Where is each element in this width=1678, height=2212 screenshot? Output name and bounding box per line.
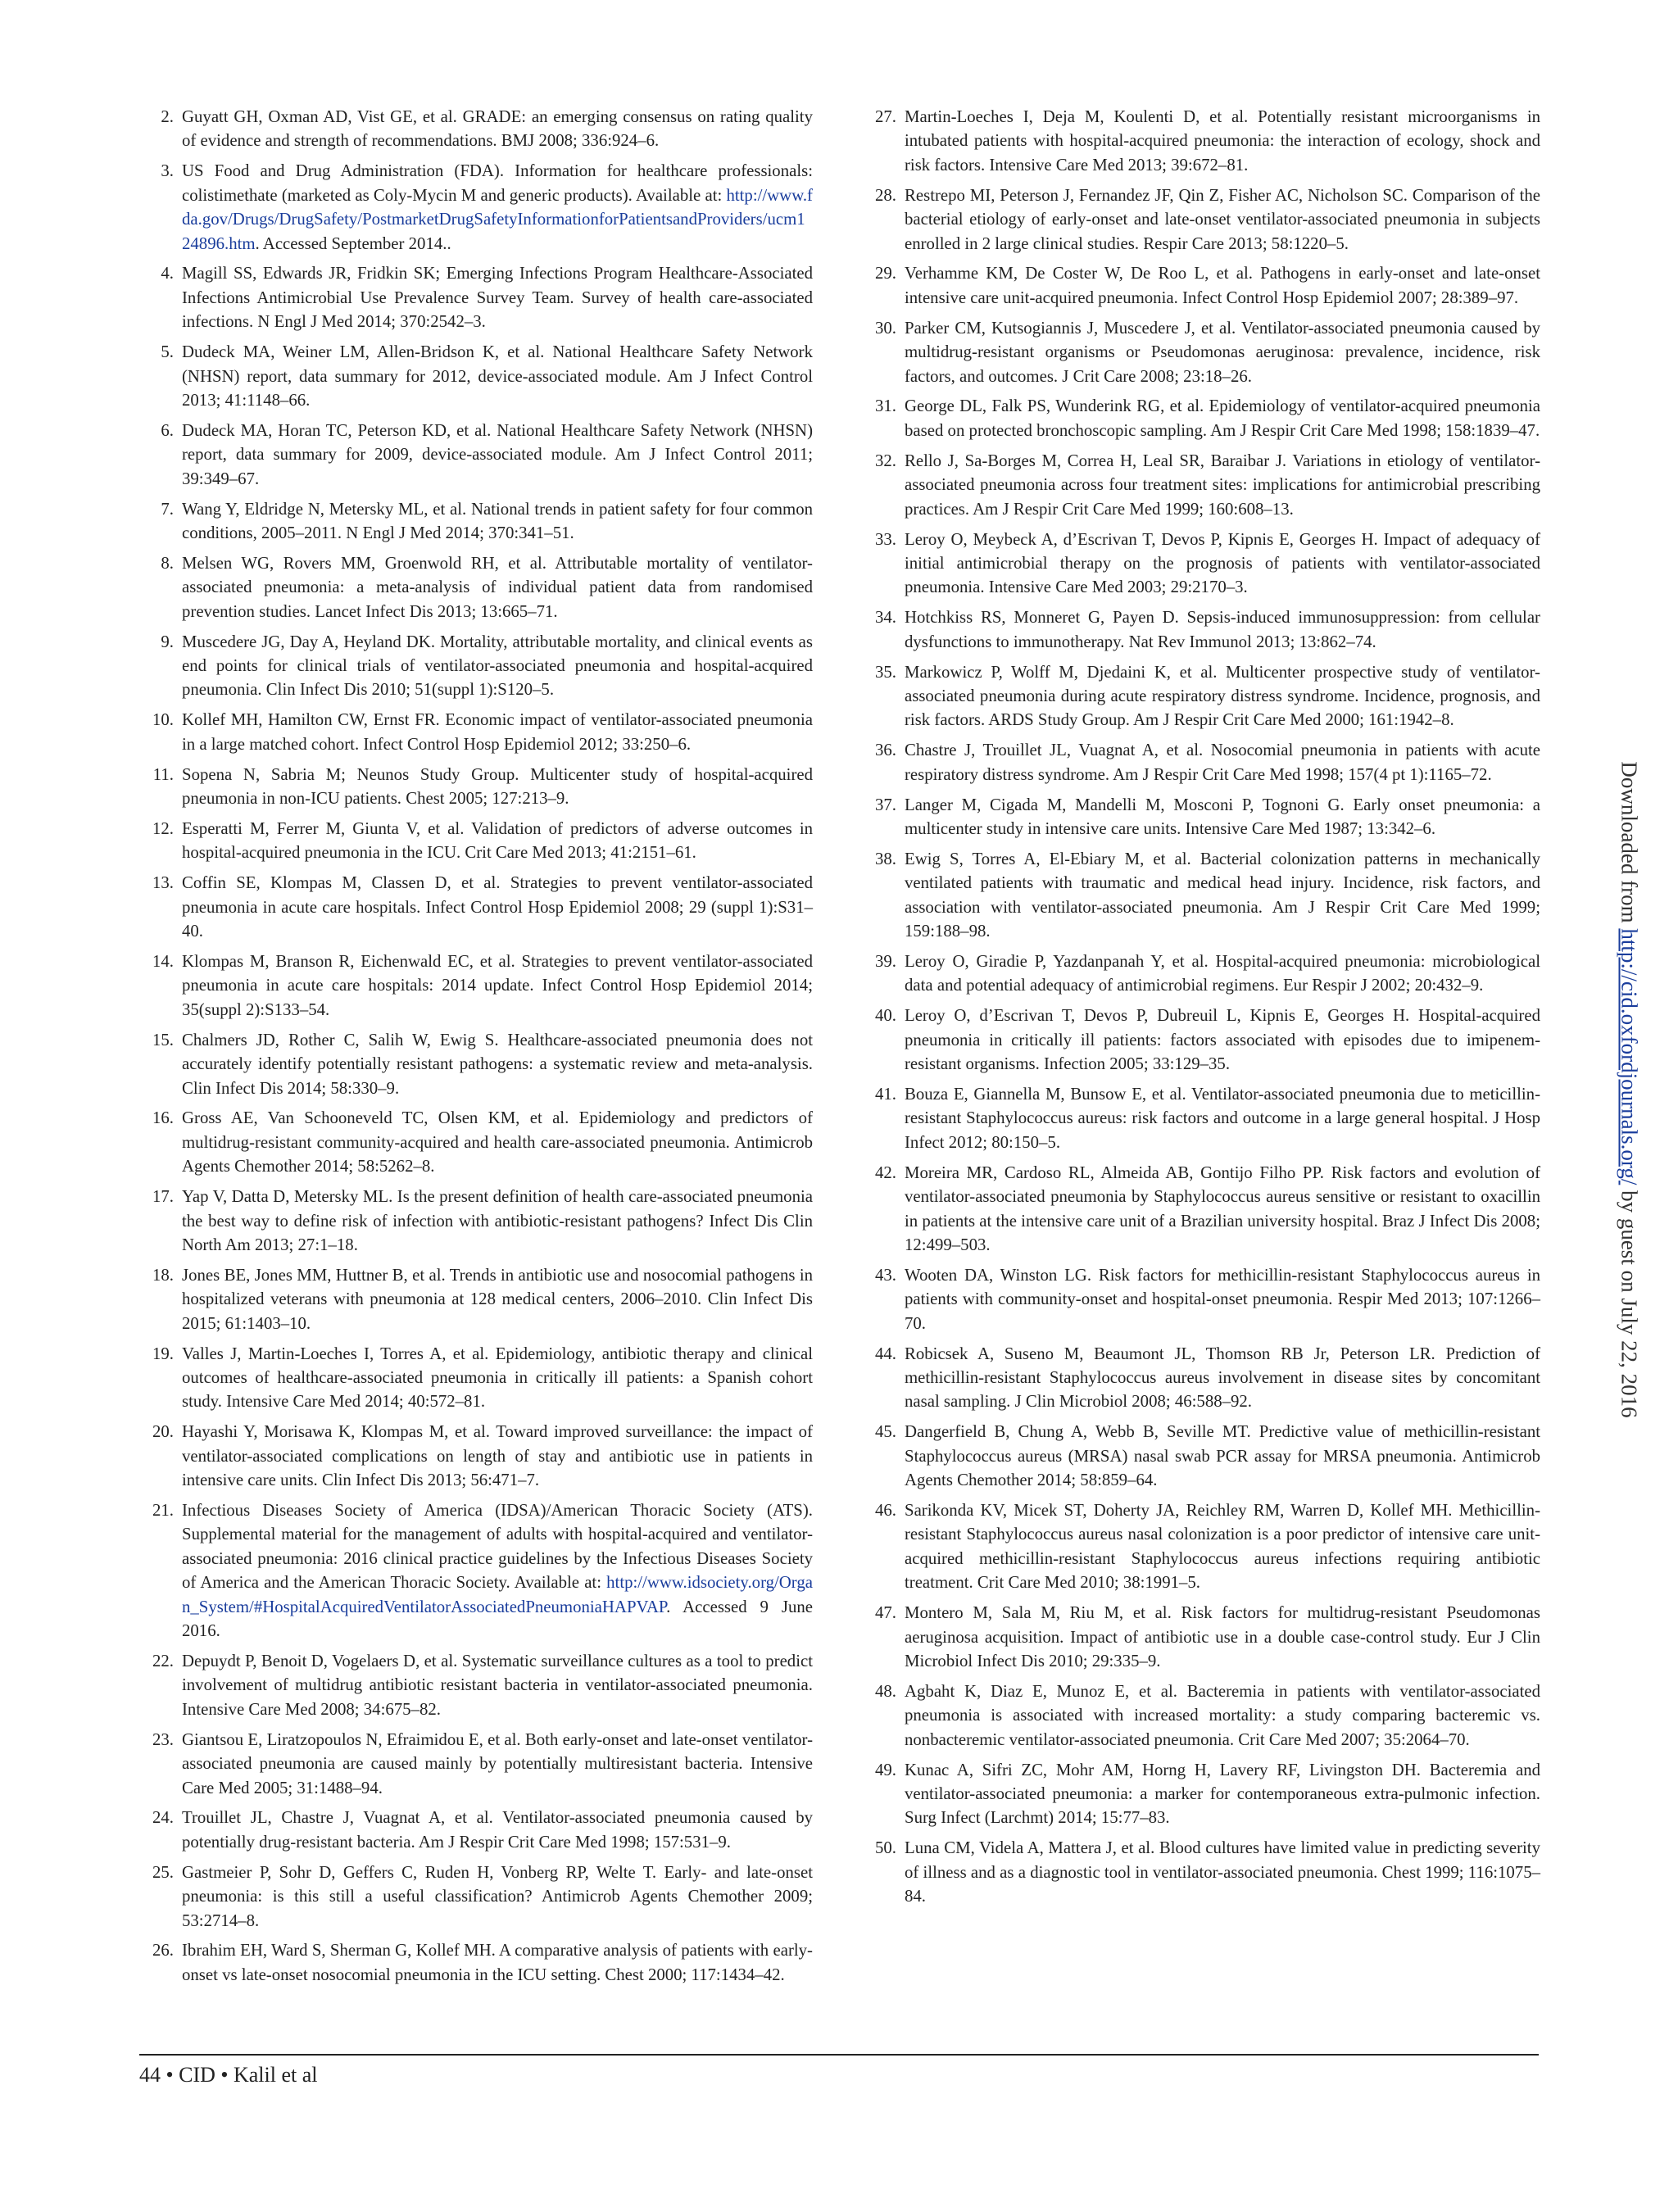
reference-item: [868, 793, 1540, 841]
reference-number: 6.: [161, 420, 174, 440]
download-notice-link[interactable]: http://cid.oxfordjournals.org/: [1617, 928, 1642, 1185]
reference-item: [146, 1806, 813, 1854]
reference-number: 47.: [875, 1603, 896, 1623]
reference-number: 11.: [152, 764, 174, 784]
reference-text: Melsen WG, Rovers MM, Groenwold RH, et al. Attributable mortality of ventilator-associated pneumonia: a meta-analysis of individual patient data from randomised prevention studies. Lancet Infect Dis 2013; 13:665–71.: [182, 553, 813, 621]
reference-text: Klompas M, Branson R, Eichenwald EC, et al. Strategies to prevent ventilator-associated pneumonia in acute care hospitals: 2014 update. Infect Control Hosp Epidemiol 2014; 35(suppl 2):S133–54.: [182, 952, 813, 1019]
reference-number: 13.: [152, 873, 174, 893]
reference-number: 39.: [875, 952, 896, 971]
reference-number: 37.: [875, 795, 896, 814]
reference-item: [146, 1342, 813, 1414]
reference-body: [182, 817, 813, 865]
reference-body: [182, 105, 813, 153]
reference-number: 25.: [152, 1862, 174, 1882]
reference-item: [146, 1028, 813, 1100]
reference-item: [868, 1836, 1540, 1908]
reference-number: 19.: [152, 1344, 174, 1363]
reference-number: 40.: [875, 1006, 896, 1026]
reference-number: 5.: [161, 342, 174, 362]
reference-body: [182, 1106, 813, 1178]
reference-text: Ewig S, Torres A, El-Ebiary M, et al. Bacterial colonization patterns in mechanically ventilated patients with traumatic and medical head injury. Incidence, risk factors, and association with ventilator-associated pneumonia. Am J Respir Crit Care Med 1999; 159:188–98.: [905, 849, 1540, 941]
reference-text: Kollef MH, Hamilton CW, Ernst FR. Economic impact of ventilator-associated pneumonia in a large matched cohort. Infect Control Hosp Epidemiol 2012; 33:250–6.: [182, 710, 813, 754]
reference-body: [182, 1649, 813, 1721]
reference-number: 14.: [152, 952, 174, 971]
reference-text: Wang Y, Eldridge N, Metersky ML, et al. National trends in patient safety for four common conditions, 2005–2011. N Engl J Med 2014; 370:341–51.: [182, 499, 813, 542]
reference-text: Kunac A, Sifri ZC, Mohr AM, Horng H, Lavery RF, Livingston DH. Bacteremia and ventilator-associated pneumonia: a marker for contemporaneous extra-pulmonic infection. Surg Infect (Larchmt) 2014; 15:77–83.: [905, 1760, 1540, 1828]
reference-text: Esperatti M, Ferrer M, Giunta V, et al. Validation of predictors of adverse outcomes in hospital-acquired pneumonia in the ICU. Crit Care Med 2013; 41:2151–61.: [182, 818, 813, 863]
reference-number: 42.: [875, 1163, 896, 1182]
reference-text: Depuydt P, Benoit D, Vogelaers D, et al. Systematic surveillance cultures as a tool to predict involvement of multidrug antibiotic resistant bacteria in ventilator-associated pneumonia. Intensive Care Med 2008; 34:675–82.: [182, 1651, 813, 1719]
reference-item: [868, 1498, 1540, 1595]
reference-text: Yap V, Datta D, Metersky ML. Is the present definition of health care-associated pneumonia the best way to define risk of infection with antibiotic-resistant pathogens? Infect Dis Clin North Am 2013; 27:1–18.: [182, 1187, 813, 1254]
reference-number: 35.: [875, 662, 896, 682]
reference-item: [146, 630, 813, 702]
reference-text: Infectious Diseases Society of America (IDSA)/American Thoracic Society (ATS). Supplemental material for the management of adults with hospital-acquired and ventilator-associated pneumonia: 2016 clinical practice guidelines by the Infectious Diseases Society of America and the American Thoracic Society. Available at:: [182, 1501, 813, 1593]
reference-text: Guyatt GH, Oxman AD, Vist GE, et al. GRADE: an emerging consensus on rating quality of evidence and strength of recommendations. BMJ 2008; 336:924–6.: [182, 107, 813, 151]
reference-text: Luna CM, Videla A, Mattera J, et al. Blood cultures have limited value in predicting severity of illness and as a diagnostic tool in ventilator-associated pneumonia. Chest 1999; 116:1075–84.: [905, 1838, 1540, 1906]
reference-number: 17.: [152, 1187, 174, 1207]
download-notice-suffix: by guest on July 22, 2016: [1617, 1185, 1642, 1418]
reference-text: Chastre J, Trouillet JL, Vuagnat A, et al. Nosocomial pneumonia in patients with acute respiratory distress syndrome. Am J Respir Crit Care Med 1998; 157(4 pt 1):1165–72.: [905, 741, 1540, 784]
reference-number: 46.: [875, 1501, 896, 1521]
reference-number: 34.: [875, 608, 896, 628]
reference-number: 29.: [875, 264, 896, 283]
reference-body: [182, 1728, 813, 1800]
reference-text: Gross AE, Van Schooneveld TC, Olsen KM, et al. Epidemiology and predictors of multidrug-resistant community-acquired and health care-associated pneumonia. Antimicrob Agents Chemother 2014; 58:5262–8.: [182, 1108, 813, 1176]
reference-item: [868, 449, 1540, 521]
reference-item: [868, 950, 1540, 998]
reference-text: Sarikonda KV, Micek ST, Doherty JA, Reichley RM, Warren D, Kollef MH. Methicillin-resistant Staphylococcus aureus nasal colonization is a poor predictor of intensive care unit-acquired methicillin-resistant Staphylococcus aureus infections requiring antibiotic treatment. Crit Care Med 2010; 38:1991–5.: [905, 1501, 1540, 1593]
reference-number: 30.: [875, 318, 896, 338]
reference-item: [146, 497, 813, 546]
reference-item: [868, 184, 1540, 256]
reference-item: [868, 738, 1540, 786]
reference-number: 2.: [161, 107, 174, 126]
reference-item: [146, 419, 813, 491]
reference-text: Muscedere JG, Day A, Heyland DK. Mortality, attributable mortality, and clinical events as end points for clinical trials of ventilator-associated pneumonia and hospital-acquired pneumonia. Clin Infect Dis 2010; 51(suppl 1):S120–5.: [182, 632, 813, 700]
reference-number: 15.: [152, 1030, 174, 1049]
reference-text: Trouillet JL, Chastre J, Vuagnat A, et al. Ventilator-associated pneumonia caused by potentially drug-resistant bacteria. Am J Respir Crit Care Med 1998; 157:531–9.: [182, 1808, 813, 1852]
reference-number: 49.: [875, 1760, 896, 1779]
reference-number: 18.: [152, 1265, 174, 1285]
reference-item: [868, 1082, 1540, 1154]
reference-number: 22.: [152, 1651, 174, 1670]
reference-body: [905, 1601, 1540, 1673]
reference-item: [868, 1420, 1540, 1492]
reference-number: 24.: [152, 1808, 174, 1828]
reference-text: Restrepo MI, Peterson J, Fernandez JF, Qin Z, Fisher AC, Nicholson SC. Comparison of the bacterial etiology of early-onset and late-onset ventilator-associated pneumonia in subjects enrolled in 2 large clinical studies. Respir Care 2013; 58:1220–5.: [905, 185, 1540, 253]
reference-item: [146, 871, 813, 943]
reference-body: [905, 1420, 1540, 1492]
reference-number: 43.: [875, 1265, 896, 1285]
page-footer: 44 • CID • Kalil et al: [139, 2063, 318, 2087]
reference-item: [868, 660, 1540, 732]
reference-body: [182, 1420, 813, 1492]
reference-body: [182, 950, 813, 1022]
reference-body: [905, 847, 1540, 944]
reference-number: 12.: [152, 818, 174, 838]
reference-body: [905, 605, 1540, 654]
reference-number: 23.: [152, 1729, 174, 1749]
reference-text: Moreira MR, Cardoso RL, Almeida AB, Gontijo Filho PP. Risk factors and evolution of ventilator-associated pneumonia by Staphylococcus aureus sensitive or resistant to oxacillin in patients at the intensive care unit of a Brazilian university hospital. Braz J Infect Dis 2008; 12:499–503.: [905, 1163, 1540, 1254]
reference-text: Jones BE, Jones MM, Huttner B, et al. Trends in antibiotic use and nosocomial pathogens in hospitalized veterans with pneumonia at 128 medical centers, 2006–2010. Clin Infect Dis 2015; 61:1403–10.: [182, 1265, 813, 1333]
reference-item: [868, 105, 1540, 177]
reference-body: [905, 738, 1540, 786]
reference-body: [905, 316, 1540, 388]
reference-item: [868, 1263, 1540, 1335]
reference-item: [868, 1342, 1540, 1414]
reference-number: 3.: [161, 161, 174, 181]
reference-text: US Food and Drug Administration (FDA). Information for healthcare professionals: colistimethate (marketed as Coly-Mycin M and generic products). Available at:: [182, 161, 813, 205]
reference-body: [905, 1082, 1540, 1154]
reference-body: [905, 449, 1540, 521]
references-right-column: [868, 105, 1540, 1915]
reference-text-after-link: . Accessed 9 June 2016.: [182, 1597, 813, 1641]
reference-number: 8.: [161, 553, 174, 573]
reference-body: [905, 1498, 1540, 1595]
reference-item: [146, 1728, 813, 1800]
reference-body: [182, 1263, 813, 1335]
reference-body: [182, 419, 813, 491]
footer-rule: [139, 2054, 1539, 2056]
reference-body: [182, 1185, 813, 1257]
reference-body: [905, 1342, 1540, 1414]
reference-text: Verhamme KM, De Coster W, De Roo L, et al. Pathogens in early-onset and late-onset intensive care unit-acquired pneumonia. Infect Control Hosp Epidemiol 2007; 28:389–97.: [905, 264, 1540, 307]
reference-number: 48.: [875, 1681, 896, 1701]
reference-text: Markowicz P, Wolff M, Djedaini K, et al. Multicenter prospective study of ventilator-associated pneumonia during acute respiratory distress syndrome. Incidence, prognosis, and risk factors. ARDS Study Group. Am J Respir Crit Care Med 2000; 161:1942–8.: [905, 662, 1540, 730]
reference-text: Dudeck MA, Weiner LM, Allen-Bridson K, et al. National Healthcare Safety Network (NHSN) report, data summary for 2012, device-associated module. Am J Infect Control 2013; 41:1148–66.: [182, 342, 813, 410]
reference-body: [182, 159, 813, 256]
reference-item: [868, 394, 1540, 442]
reference-item: [146, 1498, 813, 1643]
reference-body: [182, 763, 813, 811]
reference-body: [182, 340, 813, 412]
reference-body: [182, 1861, 813, 1933]
reference-item: [868, 261, 1540, 310]
download-notice: [1617, 761, 1642, 1417]
reference-number: 32.: [875, 451, 896, 470]
reference-body: [905, 1679, 1540, 1752]
reference-text: Magill SS, Edwards JR, Fridkin SK; Emerging Infections Program Healthcare-Associated Infections Antimicrobial Use Prevalence Survey Team. Survey of health care-associated infections. N Engl J Med 2014; 370:2542–3.: [182, 264, 813, 332]
reference-number: 10.: [152, 710, 174, 730]
reference-item: [146, 159, 813, 256]
reference-body: [905, 261, 1540, 310]
reference-text: Giantsou E, Liratzopoulos N, Efraimidou E, et al. Both early-onset and late-onset ventilator-associated pneumonia are caused mainly by potentially multiresistant bacteria. Intensive Care Med 2005; 31:1488–94.: [182, 1729, 813, 1797]
reference-text: Coffin SE, Klompas M, Classen D, et al. Strategies to prevent ventilator-associated pneumonia in acute care hospitals. Infect Control Hosp Epidemiol 2008; 29 (suppl 1):S31–40.: [182, 873, 813, 941]
reference-item: [146, 1861, 813, 1933]
reference-body: [905, 1263, 1540, 1335]
reference-body: [182, 630, 813, 702]
reference-body: [905, 793, 1540, 841]
reference-item: [868, 1679, 1540, 1752]
reference-item: [868, 1004, 1540, 1076]
reference-number: 27.: [875, 107, 896, 126]
reference-text: Parker CM, Kutsogiannis J, Muscedere J, et al. Ventilator-associated pneumonia caused by multidrug-resistant organisms or Pseudomonas aeruginosa: prevalence, incidence, risk factors, and outcomes. J Crit Care 2008; 23:18–26.: [905, 318, 1540, 386]
reference-item: [146, 817, 813, 865]
reference-item: [146, 950, 813, 1022]
reference-body: [182, 1938, 813, 1987]
reference-text: Hayashi Y, Morisawa K, Klompas M, et al. Toward improved surveillance: the impact of ventilator-associated complications on length of stay and antibiotic use in patients in intensive care units. Clin Infect Dis 2013; 56:471–7.: [182, 1422, 813, 1490]
reference-text: George DL, Falk PS, Wunderink RG, et al. Epidemiology of ventilator-acquired pneumonia based on protected bronchoscopic sampling. Am J Respir Crit Care Med 1998; 158:1839–47.: [905, 397, 1540, 440]
reference-body: [182, 261, 813, 333]
reference-text: Gastmeier P, Sohr D, Geffers C, Ruden H, Vonberg RP, Welte T. Early- and late-onset pneumonia: is this still a useful classification? Antimicrob Agents Chemother 2009; 53:2714–8.: [182, 1862, 813, 1930]
reference-body: [182, 871, 813, 943]
reference-number: 20.: [152, 1422, 174, 1442]
reference-text: Langer M, Cigada M, Mandelli M, Mosconi P, Tognoni G. Early onset pneumonia: a multicenter study in intensive care units. Intensive Care Med 1987; 13:342–6.: [905, 795, 1540, 838]
reference-text: Leroy O, Giradie P, Yazdanpanah Y, et al. Hospital-acquired pneumonia: microbiological data and potential adequacy of antimicrobial regimens. Eur Respir J 2002; 20:432–9.: [905, 952, 1540, 995]
references-left-column: [146, 105, 813, 1993]
reference-item: [146, 1649, 813, 1721]
reference-text: Martin-Loeches I, Deja M, Koulenti D, et al. Potentially resistant microorganisms in intubated patients with hospital-acquired pneumonia: the interaction of ecology, shock and risk factors. Intensive Care Med 2013; 39:672–81.: [905, 107, 1540, 175]
reference-item: [146, 1420, 813, 1492]
reference-text: Dangerfield B, Chung A, Webb B, Seville MT. Predictive value of methicillin-resistant Staphylococcus aureus (MRSA) nasal swab PCR assay for MRSA pneumonia. Antimicrob Agents Chemother 2014; 58:859–64.: [905, 1422, 1540, 1490]
reference-link[interactable]: http://www.fda.gov/Drugs/DrugSafety/PostmarketDrugSafetyInformationforPatientsandProviders/ucm124896.htm: [182, 185, 813, 253]
reference-item: [146, 261, 813, 333]
reference-body: [182, 551, 813, 623]
reference-item: [146, 1263, 813, 1335]
reference-body: [905, 950, 1540, 998]
reference-text: Dudeck MA, Horan TC, Peterson KD, et al. National Healthcare Safety Network (NHSN) report, data summary for 2009, device-associated module. Am J Infect Control 2011; 39:349–67.: [182, 420, 813, 488]
reference-item: [146, 1106, 813, 1178]
reference-text-after-link: . Accessed September 2014..: [255, 233, 451, 253]
reference-body: [905, 184, 1540, 256]
reference-text: Rello J, Sa-Borges M, Correa H, Leal SR, Baraibar J. Variations in etiology of ventilator-associated pneumonia across four treatment sites: implications for antimicrobial prescribing practices. Am J Respir Crit Care Med 1999; 160:608–13.: [905, 451, 1540, 519]
reference-number: 50.: [875, 1838, 896, 1858]
download-notice-prefix: Downloaded from: [1617, 761, 1642, 929]
reference-body: [905, 105, 1540, 177]
reference-number: 31.: [875, 397, 896, 416]
reference-item: [146, 1938, 813, 1987]
reference-body: [182, 1028, 813, 1100]
reference-text: Bouza E, Giannella M, Bunsow E, et al. Ventilator-associated pneumonia due to meticillin-resistant Staphylococcus aureus: risk factors and outcome in a large general hospital. J Hosp Infect 2012; 80:150–5.: [905, 1085, 1540, 1152]
reference-body: [182, 1342, 813, 1414]
reference-body: [905, 528, 1540, 600]
reference-text: Leroy O, Meybeck A, d’Escrivan T, Devos P, Kipnis E, Georges H. Impact of adequacy of initial antimicrobial therapy on the prognosis of patients with ventilator-associated pneumonia. Intensive Care Med 2003; 29:2170–3.: [905, 529, 1540, 597]
reference-text: Valles J, Martin-Loeches I, Torres A, et al. Epidemiology, antibiotic therapy and clinical outcomes of healthcare-associated pneumonia in critically ill patients: a Spanish cohort study. Intensive Care Med 2014; 40:572–81.: [182, 1344, 813, 1412]
reference-body: [182, 1498, 813, 1643]
reference-body: [182, 1806, 813, 1854]
reference-item: [146, 708, 813, 756]
reference-number: 21.: [152, 1501, 174, 1521]
reference-number: 9.: [161, 632, 174, 651]
reference-number: 16.: [152, 1108, 174, 1128]
reference-item: [868, 1758, 1540, 1830]
reference-number: 45.: [875, 1422, 896, 1442]
reference-text: Ibrahim EH, Ward S, Sherman G, Kollef MH. A comparative analysis of patients with early-onset vs late-onset nosocomial pneumonia in the ICU setting. Chest 2000; 117:1434–42.: [182, 1941, 813, 1984]
reference-text: Sopena N, Sabria M; Neunos Study Group. Multicenter study of hospital-acquired pneumonia in non-ICU patients. Chest 2005; 127:213–9.: [182, 764, 813, 809]
reference-body: [905, 660, 1540, 732]
reference-number: 38.: [875, 849, 896, 868]
reference-number: 44.: [875, 1344, 896, 1363]
reference-item: [868, 847, 1540, 944]
reference-item: [868, 1161, 1540, 1258]
reference-item: [146, 551, 813, 623]
reference-text: Leroy O, d’Escrivan T, Devos P, Dubreuil L, Kipnis E, Georges H. Hospital-acquired pneumonia in critically ill patients: factors associated with episodes due to imipenem-resistant organisms. Infection 2005; 33:129–35.: [905, 1006, 1540, 1074]
reference-item: [146, 340, 813, 412]
reference-item: [146, 1185, 813, 1257]
reference-number: 28.: [875, 185, 896, 205]
reference-text: Chalmers JD, Rother C, Salih W, Ewig S. Healthcare-associated pneumonia does not accurately identify potentially resistant pathogens: a systematic review and meta-analysis. Clin Infect Dis 2014; 58:330–9.: [182, 1030, 813, 1098]
reference-number: 7.: [161, 499, 174, 519]
reference-text: Hotchkiss RS, Monneret G, Payen D. Sepsis-induced immunosuppression: from cellular dysfunctions to immunotherapy. Nat Rev Immunol 2013; 13:862–74.: [905, 608, 1540, 651]
reference-link[interactable]: http://www.idsociety.org/Organ_System/#HospitalAcquiredVentilatorAssociatedPneumoniaHAPVAP: [182, 1573, 813, 1616]
reference-number: 4.: [161, 264, 174, 283]
reference-body: [905, 394, 1540, 442]
reference-body: [182, 708, 813, 756]
reference-text: Wooten DA, Winston LG. Risk factors for methicillin-resistant Staphylococcus aureus in patients with community-onset and hospital-onset pneumonia. Respir Med 2013; 107:1266–70.: [905, 1265, 1540, 1333]
reference-body: [182, 497, 813, 546]
reference-body: [905, 1161, 1540, 1258]
reference-text: Agbaht K, Diaz E, Munoz E, et al. Bacteremia in patients with ventilator-associated pneumonia is associated with increased mortality: a study comparing bacteremic vs. nonbacteremic ventilator-associated pneumonia. Crit Care Med 2007; 35:2064–70.: [905, 1681, 1540, 1749]
reference-item: [868, 316, 1540, 388]
reference-body: [905, 1758, 1540, 1830]
reference-item: [146, 763, 813, 811]
reference-text: Montero M, Sala M, Riu M, et al. Risk factors for multidrug-resistant Pseudomonas aeruginosa acquisition. Impact of antibiotic use in a double case-control study. Eur J Clin Microbiol Infect Dis 2010; 29:335–9.: [905, 1603, 1540, 1670]
reference-body: [905, 1004, 1540, 1076]
reference-body: [905, 1836, 1540, 1908]
reference-number: 41.: [875, 1085, 896, 1104]
reference-number: 33.: [875, 529, 896, 549]
reference-item: [868, 605, 1540, 654]
reference-text: Robicsek A, Suseno M, Beaumont JL, Thomson RB Jr, Peterson LR. Prediction of methicillin-resistant Staphylococcus aureus involvement in disease sites by concomitant nasal sampling. J Clin Microbiol 2008; 46:588–92.: [905, 1344, 1540, 1412]
reference-number: 36.: [875, 741, 896, 760]
reference-item: [146, 105, 813, 153]
reference-item: [868, 528, 1540, 600]
reference-number: 26.: [152, 1941, 174, 1960]
reference-item: [868, 1601, 1540, 1673]
